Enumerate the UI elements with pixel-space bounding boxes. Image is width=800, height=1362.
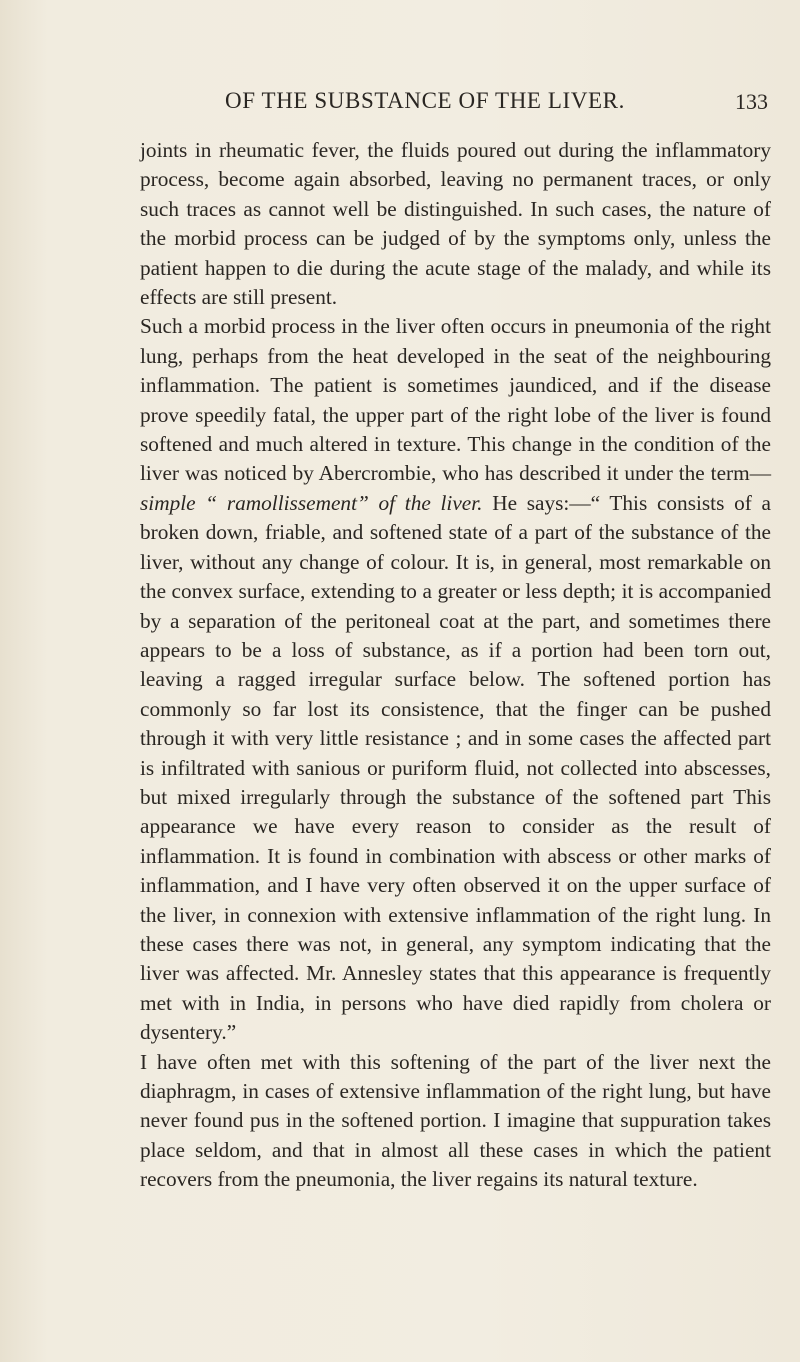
paragraph-2 <box>140 312 771 1047</box>
paragraph-2-text-end: He says:—“ This consists of a broken down, friable, and softened state of a part of the substance of the liver, without any change of colour. It is, in general, most remarkable on the convex surface, extending to a greater or less depth; it is accompanied by a separation of the peritoneal coat at the part, and sometimes there appears to be a loss of substance, as if a portion had been torn out, leaving a ragged irregular surface below. The softened portion has commonly so far lost its consistence, that the finger can be pushed through it with very little resistance ; and in some cases the affected part is infiltrated with sanious or puriform fluid, not collected into abscesses, but mixed irregularly through the substance of the softened part This appearance we have every reason to consider as the result of inflammation. It is found in combination with abscess or other marks of inflammation, and I have very often observed it on the upper surface of the liver, in connexion with extensive inflammation of the right lung. In these cases there was not, in general, any symptom indicating that the liver was affected. Mr. Annesley states that this appearance is frequently met with in India, in persons who have died rapidly from cholera or dysentery.” <box>140 490 771 1045</box>
paragraph-2-text-start: Such a morbid process in the liver often occurs in pneumonia of the right lung, perhaps from the heat developed in the seat of the neighbouring inflammation. The patient is sometimes jaundiced, and if the disease prove speedily fatal, the upper part of the right lobe of the liver is found softened and much altered in texture. This change in the condition of the liver was noticed by Abercrombie, who has described it under the term— <box>140 314 771 486</box>
paragraph-1: joints in rheumatic fever, the fluids poured out during the inflammatory process, become again absorbed, leaving no permanent traces, or only such traces as cannot well be distinguished. In such cases, the nature of the morbid process can be judged of by the symptoms only, unless the patient happen to die during the acute stage of the malady, and while its effects are still present. <box>140 138 771 310</box>
body-text <box>140 136 771 1195</box>
page-header <box>142 88 768 122</box>
paragraph-3: I have often met with this softening of the part of the liver next the diaphragm, in cases of extensive inflammation of the right lung, but have never found pus in the softened portion. I imagine that suppuration takes place seldom, and that in almost all these cases in which the patient recovers from the pneumonia, the liver regains its natural texture. <box>140 1049 771 1192</box>
paragraph-2-italic-term: simple “ ramollissement” of the liver. <box>140 490 483 515</box>
running-title: OF THE SUBSTANCE OF THE LIVER. <box>225 88 625 113</box>
page-number: 133 <box>735 89 768 114</box>
